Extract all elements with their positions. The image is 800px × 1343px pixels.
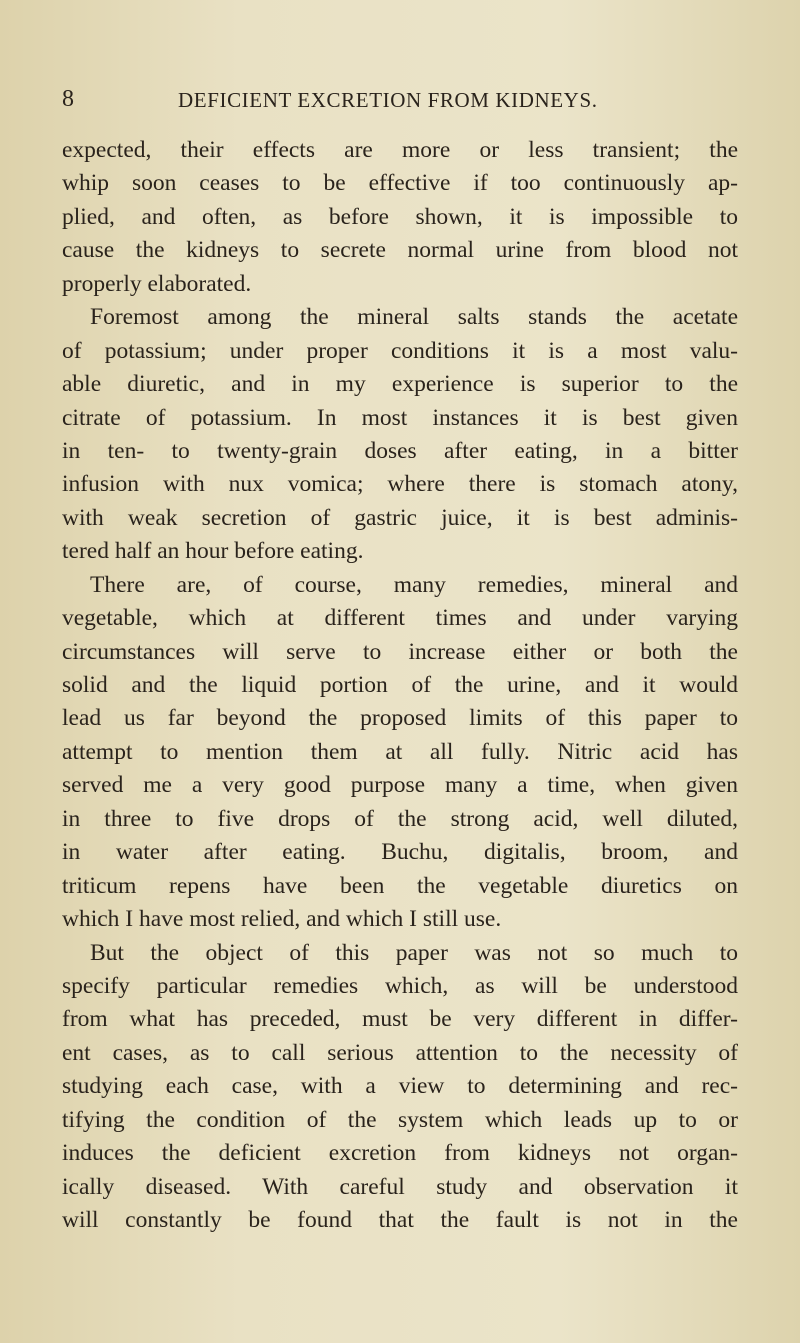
text-line: But the object of this paper was not so much to <box>90 939 738 966</box>
text-line: ically diseased. With careful study and observation it <box>62 1173 738 1200</box>
text-line: in ten- to twenty-grain doses after eating, in a bitter <box>62 437 738 464</box>
text-line: triticum repens have been the vegetable diuretics on <box>62 872 738 899</box>
text-line: lead us far beyond the proposed limits of this paper to <box>62 705 738 732</box>
text-line: properly elaborated. <box>62 270 252 297</box>
text-line: expected, their effects are more or less transient; the <box>62 137 738 163</box>
text-line: solid and the liquid portion of the urine, and it would <box>62 672 738 698</box>
text-line: of potassium; under proper conditions it is a most valu- <box>62 337 738 364</box>
text-line: infusion with nux vomica; where there is stomach atony, <box>62 471 738 498</box>
text-line: in three to five drops of the strong acid, well diluted, <box>62 805 738 832</box>
page-number: 8 <box>62 86 74 112</box>
body-text <box>62 134 738 1237</box>
text-line: There are, of course, many remedies, mineral and <box>90 571 738 598</box>
text-line: will constantly be found that the fault is not in the <box>62 1207 738 1233</box>
text-line: specify particular remedies which, as will be understood <box>62 972 738 999</box>
text-line: citrate of potassium. In most instances it is best given <box>62 404 738 431</box>
text-line: which I have most relied, and which I still use. <box>62 906 502 933</box>
text-line: cause the kidneys to secrete normal urine from blood not <box>62 237 738 264</box>
text-line: in water after eating. Buchu, digitalis, broom, and <box>62 839 738 866</box>
text-line: studying each case, with a view to determining and rec- <box>62 1073 738 1100</box>
text-line: with weak secretion of gastric juice, it is best adminis- <box>62 504 738 531</box>
text-line: tered half an hour before eating. <box>62 538 364 565</box>
text-line: Foremost among the mineral salts stands the acetate <box>90 304 738 331</box>
running-header <box>62 86 738 116</box>
text-line: plied, and often, as before shown, it is impossible to <box>62 203 738 230</box>
text-line: vegetable, which at different times and under varying <box>62 605 738 632</box>
text-line: attempt to mention them at all fully. Nitric acid has <box>62 738 738 765</box>
text-line: induces the deficient excretion from kidneys not organ- <box>62 1140 738 1167</box>
text-line: circumstances will serve to increase either or both the <box>62 638 738 665</box>
text-line: tifying the condition of the system which leads up to or <box>62 1106 738 1133</box>
running-title: DEFICIENT EXCRETION FROM KIDNEYS. <box>178 88 598 112</box>
text-line: from what has preceded, must be very different in differ- <box>62 1006 738 1033</box>
text-line: ent cases, as to call serious attention to the necessity of <box>62 1039 738 1066</box>
text-line: able diuretic, and in my experience is superior to the <box>62 371 738 398</box>
text-line: whip soon ceases to be effective if too continuously ap- <box>62 170 738 197</box>
text-line: served me a very good purpose many a time, when given <box>62 772 738 799</box>
